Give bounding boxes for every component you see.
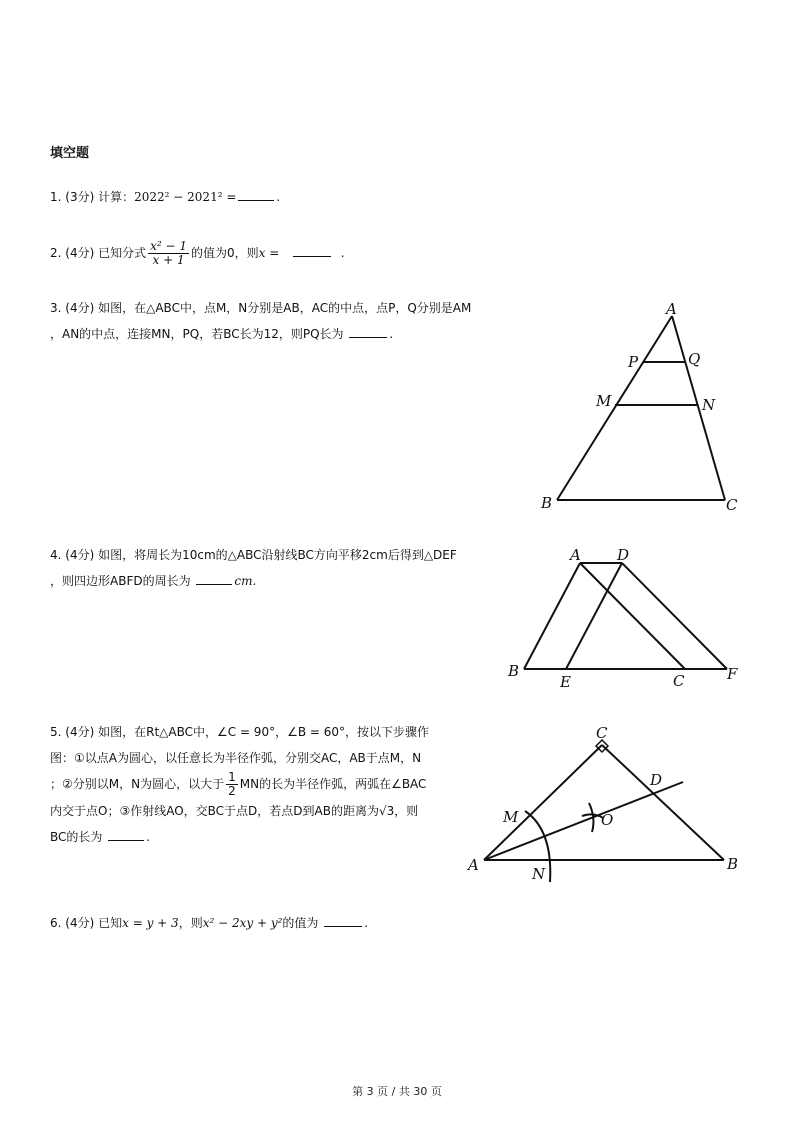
q5-label-n: N bbox=[532, 865, 546, 883]
q5-text-3b: MN的长为半径作弧，两弧在∠BAC bbox=[239, 777, 427, 791]
q3-label-n: N bbox=[702, 396, 716, 414]
q3-label-m: M bbox=[596, 392, 612, 410]
q5-number: 5. bbox=[50, 725, 62, 739]
q4-text-2: ，则四边形ABFD的周长为 bbox=[50, 574, 191, 588]
q2-fraction-denominator: x + 1 bbox=[152, 253, 185, 267]
q6-points: (4分) bbox=[65, 916, 95, 930]
q5-points: (4分) bbox=[65, 725, 95, 739]
q4-label-c: C bbox=[673, 672, 685, 690]
q4-points: (4分) bbox=[65, 548, 95, 562]
q1-points: (3分) bbox=[65, 190, 95, 204]
q2-points: (4分) bbox=[65, 246, 95, 260]
q4-number: 4. bbox=[50, 548, 62, 562]
q4-unit: cm. bbox=[234, 574, 257, 588]
q2-text-b: 的值为0，则 bbox=[191, 246, 259, 260]
q5-label-c: C bbox=[596, 724, 608, 742]
q4-label-a: A bbox=[570, 546, 581, 564]
q5-line-5: BC的长为 . bbox=[50, 830, 151, 844]
q1-expression: 2022² − 2021² = bbox=[134, 190, 237, 204]
q3-number: 3. bbox=[50, 301, 62, 315]
q5-label-a: A bbox=[468, 856, 479, 874]
q5-label-d: D bbox=[650, 771, 663, 789]
q5-text-2: 图：①以点A为圆心，以任意长为半径作弧，分别交AC，AB于点M，N bbox=[50, 751, 422, 765]
q3-label-q: Q bbox=[688, 350, 701, 368]
question-2: 2. (4分) 已知分式 $\frac{\text{x² − 1}}{x + 1}$ 的值为0，则x = . bbox=[50, 239, 345, 267]
q6-expression-a: x = y + 3 bbox=[122, 916, 179, 930]
q5-text-3a: ；②分别以M，N为圆心，以大于 bbox=[50, 777, 225, 791]
q4-label-e: E bbox=[560, 673, 571, 691]
q6-text-b: ，则 bbox=[178, 916, 203, 930]
q3-label-c: C bbox=[726, 496, 738, 514]
q3-label-a: A bbox=[666, 300, 677, 318]
q1-number: 1. bbox=[50, 190, 62, 204]
q4-label-f: F bbox=[727, 665, 738, 683]
q5-text-5: BC的长为 bbox=[50, 830, 103, 844]
q5-label-m: M bbox=[503, 808, 519, 826]
q6-answer-blank[interactable] bbox=[324, 914, 362, 927]
q3-label-p: P bbox=[628, 353, 639, 371]
q2-expression: x = bbox=[258, 246, 280, 260]
q3-label-b: B bbox=[541, 494, 553, 512]
question-1: 1. (3分) 计算：2022² − 2021² = . bbox=[50, 190, 281, 204]
q5-label-b: B bbox=[727, 855, 739, 873]
q3-points: (4分) bbox=[65, 301, 95, 315]
q5-text-4: 内交于点O；③作射线AO，交BC于点D，若点D到AB的距离为√3，则 bbox=[50, 804, 419, 818]
q4-label-b: B bbox=[508, 662, 520, 680]
q6-number: 6. bbox=[50, 916, 62, 930]
q3-text-2: ，AN的中点，连接MN，PQ，若BC长为12，则PQ长为 bbox=[50, 327, 344, 341]
q3-line-2: ，AN的中点，连接MN，PQ，若BC长为12，则PQ长为 . bbox=[50, 327, 394, 341]
q2-fraction-numerator: x² − 1 bbox=[150, 239, 188, 253]
q5-fraction-denominator: 2 bbox=[228, 784, 236, 798]
q6-expression-b: x² − 2xy + y² bbox=[202, 916, 283, 930]
question-6: 6. (4分) 已知x = y + 3，则x² − 2xy + y²的值为 . bbox=[50, 916, 369, 930]
q6-text-a: 已知 bbox=[98, 916, 123, 930]
page-footer: 第 3 页 / 共 30 页 bbox=[352, 1085, 442, 1098]
q2-number: 2. bbox=[50, 246, 62, 260]
q1-text: 计算： bbox=[98, 190, 135, 204]
q5-text-1: 如图，在Rt△ABC中，∠C = 90°，∠B = 60°，按以下步骤作 bbox=[98, 725, 430, 739]
section-title: 填空题 bbox=[50, 146, 90, 161]
q5-fraction-numerator: 1 bbox=[228, 770, 236, 784]
q4-label-d: D bbox=[617, 546, 630, 564]
q2-text: 已知分式 bbox=[98, 246, 147, 260]
q6-text-c: 的值为 bbox=[282, 916, 319, 930]
q4-text-1: 如图，将周长为10cm的△ABC沿射线BC方向平移2cm后得到△DEF bbox=[98, 548, 457, 562]
q5-label-o: O bbox=[601, 811, 614, 829]
q3-text-1: 如图，在△ABC中，点M，N分别是AB，AC的中点，点P，Q分别是AM bbox=[98, 301, 472, 315]
